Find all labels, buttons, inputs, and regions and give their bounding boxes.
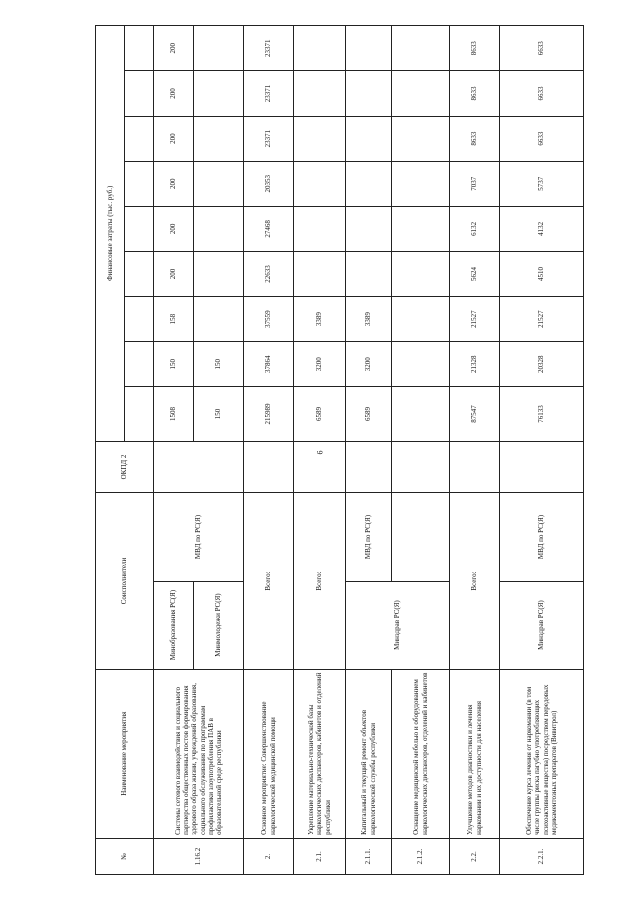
row-value: 200 [154,71,194,116]
row-okpd [346,441,392,493]
finance-subcol [125,116,154,161]
finance-subcol [125,71,154,116]
row-value: 6589 [346,387,392,441]
row-executor: МВД по РС(Я) [154,493,244,581]
row-value [392,206,450,251]
row-value [194,71,244,116]
row-value: 200 [154,26,194,71]
row-value [392,342,450,387]
row-value: 6589 [294,387,346,441]
row-value [346,116,392,161]
row-executor: Минздрав РС(Я) [500,581,584,669]
row-name: Укрепление материально-технической базы наркологических диспансеров, кабинетов и отделений республики [294,669,346,838]
row-num: 2.1.1. [346,838,392,874]
col-header-okpd: ОКПД 2 [96,441,154,493]
row-value [346,161,392,206]
row-value [392,251,450,296]
row-value: 3200 [346,342,392,387]
row-name: Основное мероприятие: Совершенствование наркологической медицинской помощи [244,669,294,838]
row-executor: Минздрав РС(Я) [346,581,450,669]
row-value: 4132 [500,206,584,251]
row-value: 20328 [500,342,584,387]
row-value [346,71,392,116]
row-value: 21527 [450,297,500,342]
row-name: Системы сетевого взаимодействия и социального партнерства общественных постов формирования здорового образа жизни, учреждений образования, социального обслуживания по программам профилактики злоупотребления ПАВ в образовательной среде республики [154,669,244,838]
row-value [194,161,244,206]
row-value: 150 [194,387,244,441]
row-executor [392,493,450,581]
row-okpd [154,441,244,493]
row-value: 3389 [346,297,392,342]
row-value [294,251,346,296]
row-executor: МВД по РС(Я) [500,493,584,581]
row-value [346,251,392,296]
row-value: 8633 [450,26,500,71]
row-executor: МВД по РС(Я) [346,493,392,581]
table-row [450,26,500,875]
row-value: 20353 [244,161,294,206]
table-row [154,26,194,875]
row-value [392,71,450,116]
row-value: 8633 [450,116,500,161]
finance-subcol [125,251,154,296]
row-value: 200 [154,116,194,161]
row-value: 27468 [244,206,294,251]
row-okpd [450,441,500,493]
row-value [392,297,450,342]
row-num: 2. [244,838,294,874]
finance-subcol [125,342,154,387]
col-header-finance: Финансовые затраты (тыс. руб.) [96,26,125,442]
row-value: 5624 [450,251,500,296]
row-value: 150 [194,342,244,387]
row-executor: Всего: [244,493,294,669]
row-value: 215989 [244,387,294,441]
row-value: 5737 [500,161,584,206]
row-value: 3389 [294,297,346,342]
row-name: Обеспечение курса лечения от наркомании (в том числе группы риска пагубно употребляющих психоактивные вещества) посредством передовых медикаментозных препаратов (Вивитрол) [500,669,584,838]
row-okpd [392,441,450,493]
row-num: 2.1.2. [392,838,450,874]
row-value [294,161,346,206]
finance-subcol [125,206,154,251]
row-value: 7037 [450,161,500,206]
finance-subcol [125,161,154,206]
row-value [392,116,450,161]
row-okpd [500,441,584,493]
row-okpd [244,441,294,493]
row-value: 8633 [450,71,500,116]
row-value [392,387,450,441]
table-row [500,26,584,875]
row-value [294,206,346,251]
row-value: 200 [154,206,194,251]
table-row [244,26,294,875]
row-num: 2.2. [450,838,500,874]
row-executor: Всего: [450,493,500,669]
row-value [194,206,244,251]
row-value [194,251,244,296]
row-value: 37864 [244,342,294,387]
table-row [294,26,346,875]
row-value: 21328 [450,342,500,387]
row-value: 6633 [500,26,584,71]
row-value: 158 [154,297,194,342]
row-value: 23371 [244,71,294,116]
col-header-num: № [96,838,154,874]
row-value [194,116,244,161]
row-value: 22633 [244,251,294,296]
finance-subcol [125,297,154,342]
row-value: 6633 [500,71,584,116]
row-value: 76133 [500,387,584,441]
row-num: 2.2.1. [500,838,584,874]
row-num: 1.16.2 [154,838,244,874]
row-value: 37559 [244,297,294,342]
row-name: Улучшение методов диагностики и лечения наркомании и их доступности для населения [450,669,500,838]
row-value [392,161,450,206]
row-value [194,26,244,71]
row-value: 21527 [500,297,584,342]
row-value: 150 [154,342,194,387]
row-value [346,26,392,71]
row-value [392,26,450,71]
col-header-executors: Соисполнители [96,493,154,669]
row-value [294,116,346,161]
row-value: 6633 [500,116,584,161]
row-num: 2.1. [294,838,346,874]
row-value: 200 [154,161,194,206]
row-value [194,297,244,342]
row-value: 1508 [154,387,194,441]
row-executor: Минмолодежи РС(Я) [194,581,244,669]
row-value: 3200 [294,342,346,387]
finance-table [95,25,584,875]
row-okpd [294,441,346,493]
row-value: 4510 [500,251,584,296]
page-number: 6 [315,450,325,455]
row-executor: Минобразования РС(Я) [154,581,194,669]
table-row [346,26,392,875]
finance-subcol [125,26,154,71]
row-value: 23371 [244,116,294,161]
row-value: 87547 [450,387,500,441]
finance-subcol [125,387,154,441]
row-name: Капитальный и текущий ремонт объектов наркологической службы республики [346,669,392,838]
row-name: Оснащение медицинской мебелью и оборудованием наркологических диспансеров, отделений и кабинетов [392,669,450,838]
table-header-row [96,26,125,875]
table-row [392,26,450,875]
row-value [294,71,346,116]
row-value: 23371 [244,26,294,71]
row-executor: Всего: [294,493,346,669]
col-header-name: Наименование мероприятия [96,669,154,838]
row-value: 200 [154,251,194,296]
row-value [294,26,346,71]
row-value [346,206,392,251]
row-value: 6132 [450,206,500,251]
